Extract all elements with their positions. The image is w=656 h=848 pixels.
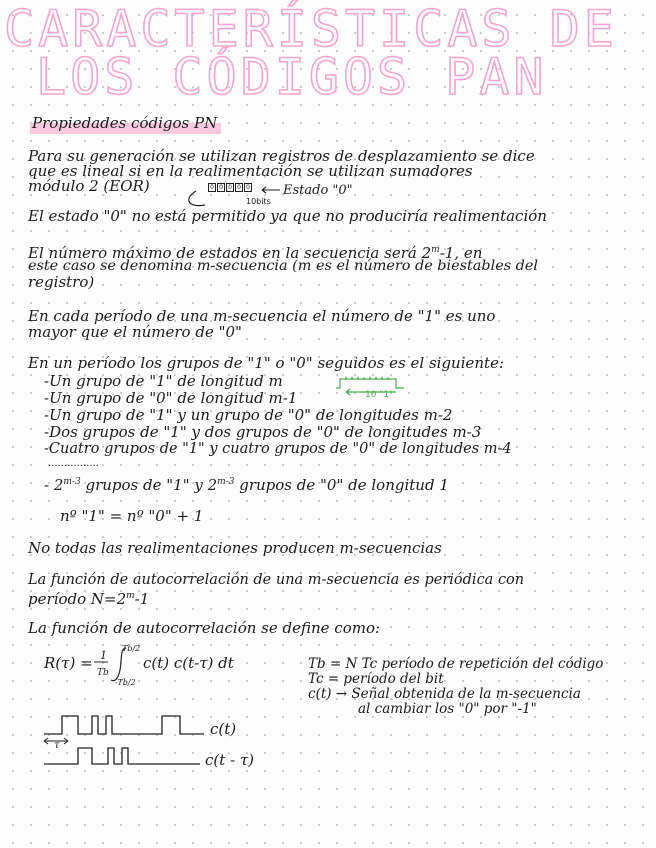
waveform-ct	[44, 716, 204, 734]
formula-frac-num: 1	[100, 649, 107, 662]
superscript: m-3	[63, 477, 81, 487]
text-estado-cero: El estado "0" no está permitido ya que no produciría realimentación	[28, 207, 547, 225]
text-groups-intro: En un período los grupos de "1" o "0" seguidos es el siguiente:	[28, 354, 505, 372]
text-definition: La función de autocorrelación se define como:	[28, 619, 381, 637]
list-ellipsis: ................	[48, 458, 99, 469]
formula-integrand: c(t) c(t-τ) dt	[143, 654, 234, 672]
waveform-ct-tau	[44, 748, 200, 764]
register-cell: 0	[235, 183, 243, 192]
superscript-m: m	[126, 591, 135, 601]
waveform-label-ct-tau: c(t - τ)	[205, 751, 255, 769]
text-generation-3: módulo 2 (EOR)	[28, 177, 150, 195]
text-last-pre: - 2	[44, 476, 64, 494]
arrow-left-icon	[262, 187, 280, 193]
estado-label: Estado "0"	[283, 183, 353, 198]
integral-icon	[111, 648, 126, 681]
list-item: -Dos grupos de "1" y dos grupos de "0" de longitudes m-3	[44, 423, 482, 441]
text-generation-1: Para su generación se utilizan registros de desplazamiento se dice	[28, 147, 535, 165]
text-max-states-2: este caso se denomina m-secuencia (m es el número de biestables del	[28, 258, 539, 274]
count-equation: nº "1" = nº "0" + 1	[60, 507, 204, 525]
formula-lower-limit: -Tb/2	[115, 678, 136, 687]
register-cell: 0	[208, 183, 216, 192]
superscript: m-3	[217, 477, 235, 487]
page-title-line1: CARACTERÍSTICAS DE	[4, 0, 618, 58]
text-autocorr-post: -1	[134, 590, 150, 608]
register-cell: 0	[226, 183, 234, 192]
list-item: -Un grupo de "0" de longitud m-1	[44, 389, 298, 407]
register-bits-label: 10bits	[246, 197, 271, 206]
group-length-label: 10 "1"	[365, 390, 394, 400]
text-autocorr-1: La función de autocorrelación de una m-secuencia es periódica con	[28, 572, 525, 588]
text-last-mid: grupos de "1" y 2	[80, 476, 218, 494]
formula-lhs: R(τ) =	[44, 654, 93, 672]
tau-arrow	[44, 738, 68, 744]
text-autocorr-pre: período N=2	[28, 590, 127, 608]
text-period-1: En cada período de una m-secuencia el número de "1" es uno	[28, 307, 496, 325]
register-cell: 0	[244, 183, 252, 192]
text-max-states-post: -1, en	[439, 244, 483, 262]
legend-line: al cambiar los "0" por "-1"	[358, 701, 537, 717]
superscript-m: m	[431, 245, 440, 255]
formula-frac-den: Tb	[97, 668, 109, 678]
tau-label: τ	[54, 740, 60, 751]
text-generation-2: que es lineal si en la realimentación se utilizan sumadores	[28, 162, 473, 180]
legend-line: Tb = N Tc período de repetición del código	[308, 656, 604, 672]
text-max-states-3: registro)	[28, 273, 95, 291]
formula-upper-limit: Tb/2	[122, 644, 141, 653]
text-last-post: grupos de "0" de longitud 1	[234, 476, 449, 494]
list-item: -Un grupo de "1" y un grupo de "0" de longitudes m-2	[44, 406, 453, 424]
text-max-states-pre: El número máximo de estados en la secuencia será 2	[28, 244, 432, 262]
feedback-arrow	[189, 191, 205, 206]
text-period-2: mayor que el número de "0"	[28, 323, 242, 341]
legend-line: Tc = período del bit	[308, 671, 444, 687]
legend-line: c(t) → Señal obtenida de la m-secuencia	[308, 686, 581, 702]
list-item: -Un grupo de "1" de longitud m	[44, 372, 283, 390]
group-length-diagram	[336, 377, 404, 395]
waveform-label-ct: c(t)	[210, 720, 237, 738]
list-item: -Cuatro grupos de "1" y cuatro grupos de "0" de longitudes m-4	[44, 441, 512, 457]
text-not-all: No todas las realimentaciones producen m-secuencias	[28, 539, 442, 557]
section-heading: Propiedades códigos PN	[30, 114, 221, 134]
page-title-line2: LOS CÓDIGOS PAN	[36, 48, 548, 106]
register-cell: 0	[217, 183, 225, 192]
